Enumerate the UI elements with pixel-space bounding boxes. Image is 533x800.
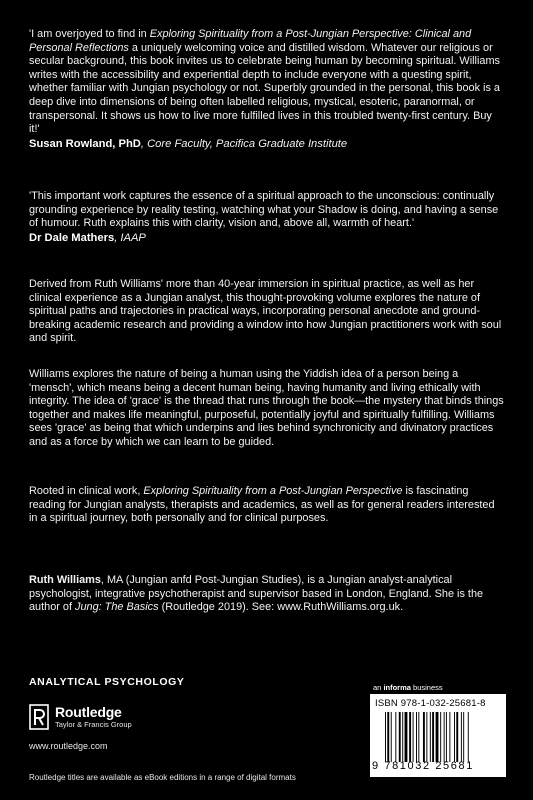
quote-text: 'This important work captures the essence of a spiritual approach to the unconscious: continually grounding experience by reality testing, watching what your Shadow is doing, and having a sense of humour. Ruth explains this with clarity, vision and, above all, warmth of heart.' (29, 190, 499, 230)
publisher-name: Routledge (55, 704, 122, 720)
routledge-logo-icon (29, 704, 49, 730)
barcode-bars (384, 712, 500, 762)
ebook-availability-note: Routledge titles are available as eBook editions in a range of digital formats (29, 773, 296, 782)
publisher-website: www.routledge.com (29, 741, 108, 751)
quote-affiliation: , Core Faculty, Pacifica Graduate Institute (140, 137, 348, 150)
endorsement-quote-1 (29, 28, 505, 151)
description-paragraph-1: Derived from Ruth Williams' more than 40-year immersion in spiritual practice, as well as her clinical experience as a Jungian analyst, this thought-provoking volume explores the nature of spiritual paths and trajectories in practical ways, incorporating personal anecdote and ground-breaking academic research and providing a window into how Jungian practitioners work with soul and spirit. (29, 278, 502, 345)
description-paragraph-2: Williams explores the nature of being a human using the Yiddish idea of a person being a 'mensch', which means being a decent human being, having humanity and living ethically with integrity. The idea of 'grace' is the thread that runs through the book—the mystery that binds things together and makes life meaningful, purposeful, potentially joyful and spiritually fulfilling. Williams sees 'grace' as being that which underpins and lies behind synchronicity and divinatory practices and as a force by which we can learn to be guided. (29, 368, 504, 448)
barcode-digits: 9 781032 25681 (372, 760, 474, 772)
author-bio: Ruth Williams, MA (Jungian anfd Post-Jungian Studies), is a Jungian analyst-analytical psychologist, integrative psychotherapist and supervisor based in London, England. She is the author of Jung: The Basics (Routledge 2019). See: www.RuthWilliams.org.uk. (29, 574, 484, 614)
quote-attribution (29, 232, 505, 246)
author-name: Ruth Williams (29, 574, 101, 586)
informa-business-label: an informa business (373, 683, 443, 692)
quote-author: Dr Dale Mathers (29, 231, 115, 244)
quote-author: Susan Rowland, PhD (29, 137, 141, 150)
quote-attribution (29, 138, 505, 152)
quote-affiliation: , IAAP (114, 231, 146, 244)
description-paragraph-3: Rooted in clinical work, Exploring Spirituality from a Post-Jungian Perspective is fascinating reading for Jungian analysts, therapists and academics, as well as for general readers interested in a spiritual journey, both personally and for clinical purposes. (29, 485, 495, 525)
book-title-italic: Exploring Spirituality from a Post-Jungian Perspective: Clinical and Personal Reflections (29, 28, 472, 54)
book-title-italic: Exploring Spirituality from a Post-Jungian Perspective (143, 485, 403, 497)
quote-text: 'I am overjoyed to find in Exploring Spirituality from a Post-Jungian Perspective: Clinical and Personal Reflections a uniquely welcoming voice and distilled wisdom. Whatever our religious or secular background, this book invites us to celebrate being human by becoming spiritual. Williams writes with the accessibility and experiential depth to include everyone with a questing spirit, whether familiar with Jungian psychology or not. Superbly grounded in the personal, this book is a deep dive into dimensions of being often labelled religious, mystical, esoteric, paranormal, or transpersonal. It shows us how to live more fulfilled lives in this troubled twenty-first century. Buy it!' (29, 28, 500, 136)
subject-category: ANALYTICAL PSYCHOLOGY (29, 676, 185, 688)
author-book-title: Jung: The Basics (75, 601, 159, 614)
isbn-number: ISBN 978-1-032-25681-8 (375, 698, 486, 709)
publisher-logo (29, 704, 132, 730)
endorsement-quote-2 (29, 190, 505, 245)
isbn-barcode (370, 694, 506, 777)
publisher-group: Taylor & Francis Group (55, 720, 132, 729)
